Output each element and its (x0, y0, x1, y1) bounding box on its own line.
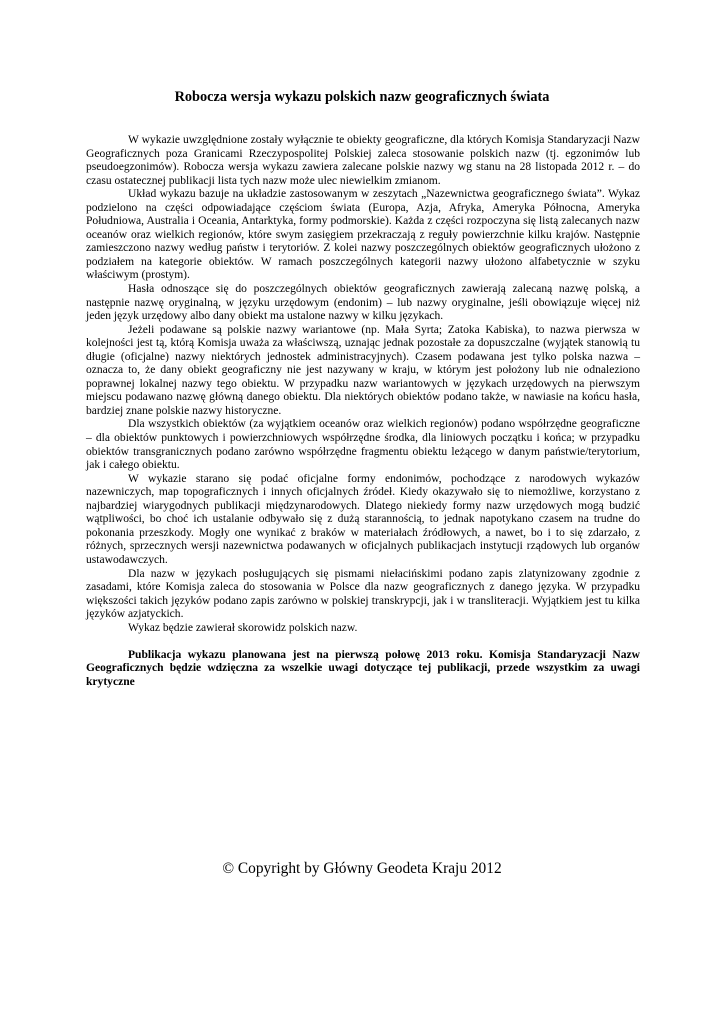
paragraph-romanization: Dla nazw w językach posługujących się pismami niełacińskimi podano zapis zlatynizowany zgodnie z zasadami, które Komisja zaleca do stosowania w Polsce dla nazw geograficznych z danego języka. W przypadku większości takich języków podano zapis zarówno w polskiej transkrypcji, jak i w transliteracji. Wyjątkiem jest tu kilka języków azjatyckich. (86, 567, 640, 621)
paragraph-scope: W wykazie uwzględnione zostały wyłącznie te obiekty geograficzne, dla których Komisja Standaryzacji Nazw Geograficznych poza Granicami Rzeczypospolitej Polskiej zaleca stosowanie polskich nazw (tj. egzonimów lub pseudoegzonimów). Robocza wersja wykazu zawiera zalecane polskie nazwy wg stanu na 28 listopada 2012 r. – do czasu ostatecznej publikacji lista tych nazw może ulec niewielkim zmianom. (86, 134, 640, 187)
paragraph-coordinates: Dla wszystkich obiektów (za wyjątkiem oceanów oraz wielkich regionów) podano współrzędne geograficzne – dla obiektów punktowych i powierzchniowych współrzędne środka, dla liniowych początku i końca; w przypadku obiektów transgranicznych podano zarówno współrzędne fragmentu obiektu leżącego w danym państwie/terytorium, jak i całego obiektu. (86, 418, 640, 472)
paragraph-variants: Jeżeli podawane są polskie nazwy wariantowe (np. Mała Syrta; Zatoka Kabiska), to nazwa pierwsza w kolejności jest tą, którą Komisja uważa za właściwszą, uznając jednak pozostałe za dopuszczalne (wyjątek stanowią tu długie (oficjalne) nazwy niektórych jednostek administracyjnych). Czasem podawana jest tylko polska nazwa – oznacza to, że dany obiekt geograficzny nie jest nazywany w kraju, w którym jest położony lub nie odnaleziono poprawnej lokalnej nazwy tego obiektu. W przypadku nazw wariantowych w językach urzędowych na pierwszym miejscu podawano nazwę główną danego obiektu. Dla niektórych obiektów podano także, w nawiasie na końcu hasła, bardziej znane polskie nazwy historyczne. (86, 323, 640, 417)
paragraph-layout: Układ wykazu bazuje na układzie zastosowanym w zeszytach „Nazewnictwa geograficznego świata”. Wykaz podzielono na części odpowiadające częściom świata (Europa, Azja, Afryka, Ameryka Północna, Ameryka Południowa, Australia i Oceania, Antarktyka, formy podmorskie). Każda z części rozpoczyna się listą zalecanych nazw oceanów oraz wielkich regionów, które swym zasięgiem przekraczają z reguły powierzchnie kilku krajów. Następnie zamieszczono nazwy według państw i terytoriów. Z kolei nazwy poszczególnych obiektów geograficznych ułożono z podziałem na kategorie obiektów. W ramach poszczególnych kategorii nazwy ułożono alfabetycznie w szyku właściwym (prostym). (86, 188, 640, 282)
document-body (86, 134, 640, 689)
document-title: Robocza wersja wykazu polskich nazw geograficznych świata (174, 89, 550, 105)
publication-note: Publikacja wykazu planowana jest na pierwszą połowę 2013 roku. Komisja Standaryzacji Nazw Geograficznych będzie wdzięczna za wszelkie uwagi dotyczące tej publikacji, przede wszystkim za uwagi krytyczne (86, 648, 640, 688)
paragraph-entries: Hasła odnoszące się do poszczególnych obiektów geograficznych zawierają zalecaną nazwę polską, a następnie nazwę oryginalną, w języku urzędowym (endonim) – lub nazwy oryginalne, jeśli obowiązuje więcej niż jeden język urzędowy albo dany obiekt ma ustalone nazwy w kilku językach. (86, 283, 640, 323)
copyright-footer: © Copyright by Główny Geodeta Kraju 2012 (222, 860, 502, 877)
paragraph-endonyms: W wykazie starano się podać oficjalne formy endonimów, pochodzące z narodowych wykazów nazewniczych, map topograficznych i innych oficjalnych źródeł. Kiedy okazywało się to niemożliwe, korzystano z najbardziej wiarygodnych publikacji międzynarodowych. Dlatego niekiedy formy nazw urzędowych mogą budzić wątpliwości, bo choć ich ustalanie odbywało się z dużą starannością, to jednak napotykano czasem na trudne do pokonania przeszkody. Mogły one wynikać z braków w materiałach źródłowych, a nawet, bo i to się zdarzało, z różnych, sprzecznych wersji nazewnictwa podawanych w oficjalnych publikacjach instytucji rządowych lub organów ustawodawczych. (86, 472, 640, 566)
paragraph-index: Wykaz będzie zawierał skorowidz polskich nazw. (128, 621, 358, 634)
